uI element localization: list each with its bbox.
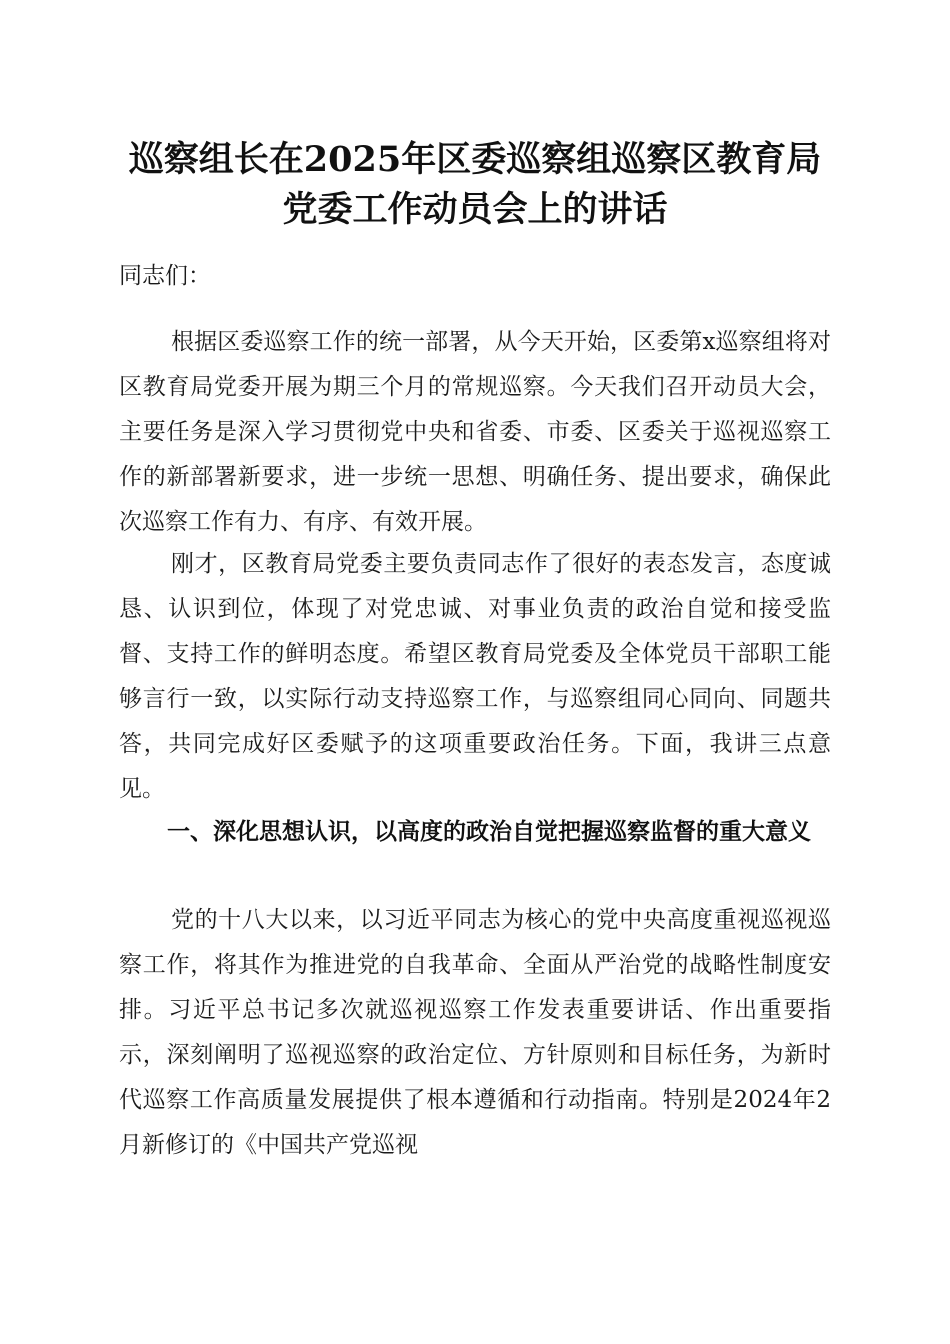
paragraph-2: 刚才，区教育局党委主要负责同志作了很好的表态发言，态度诚恳、认识到位，体现了对党忠诚、对事业负责的政治自觉和接受监督、支持工作的鲜明态度。希望区教育局党委及全体党员干部职工能够言行一致，以实际行动支持巡察工作，与巡察组同心同向、同题共答，共同完成好区委赋予的这项重要政治任务。下面，我讲三点意见。 bbox=[119, 551, 831, 802]
salutation: 同志们： bbox=[119, 263, 211, 289]
paragraph-3: 党的十八大以来，以习近平同志为核心的党中央高度重视巡视巡察工作，将其作为推进党的自我革命、全面从严治党的战略性制度安排。习近平总书记多次就巡视巡察工作发表重要讲话、作出重要指示，深刻阐明了巡视巡察的政治定位、方针原则和目标任务，为新时代巡察工作高质量发展提供了根本遵循和行动指南。特别是2024年2月新修订的《中国共产党巡视 bbox=[119, 907, 831, 1158]
document-title-line-2: 党委工作动员会上的讲话 bbox=[282, 189, 668, 230]
paragraph-1: 根据区委巡察工作的统一部署，从今天开始，区委第x巡察组将对区教育局党委开展为期三个月的常规巡察。今天我们召开动员大会，主要任务是深入学习贯彻党中央和省委、市委、区委关于巡视巡察工作的新部署新要求，进一步统一思想、明确任务、提出要求，确保此次巡察工作有力、有序、有效开展。 bbox=[119, 329, 831, 535]
document-title-line-1: 巡察组长在2025年区委巡察组巡察区教育局 bbox=[128, 139, 822, 180]
section-heading-1: 一、深化思想认识，以高度的政治自觉把握巡察监督的重大意义 bbox=[167, 819, 811, 845]
